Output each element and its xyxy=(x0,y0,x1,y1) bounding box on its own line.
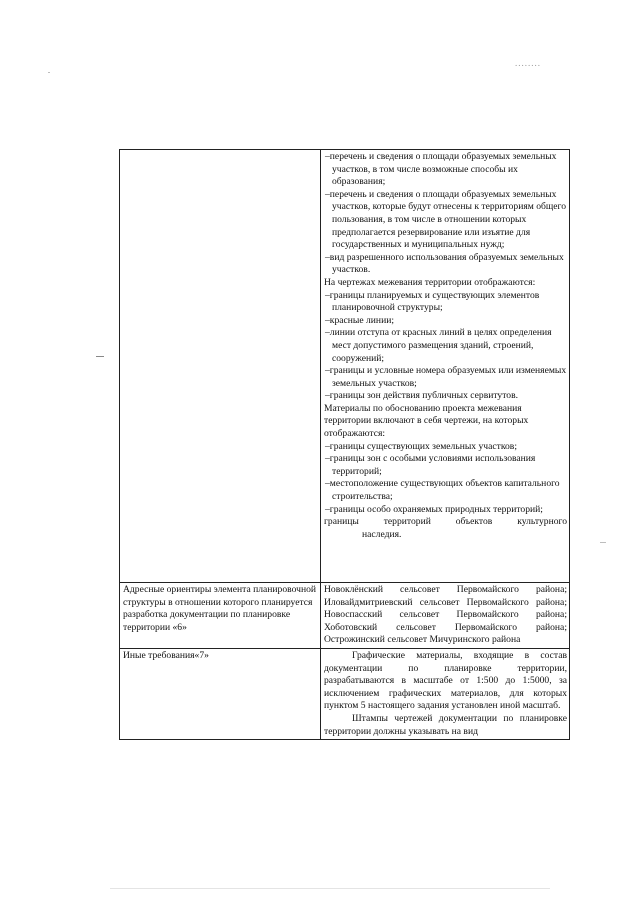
list-item: –перечень и сведения о площади образуемых земельных участков, которые будут отнесены к территориям общего пользования, в том числе в отношении которых предполагается резервирование или изъятие для государственных и муниципальных нужд; xyxy=(325,188,567,251)
address-label: Адресные ориентиры элемента планировочной структуры в отношении которого планируется разработка документации по планировке территории «6» xyxy=(120,583,321,649)
scan-speck xyxy=(48,72,50,73)
other-requirements-value xyxy=(321,648,570,739)
row1-left-cell xyxy=(120,150,321,583)
table-row xyxy=(120,150,570,583)
scan-speck xyxy=(600,542,606,543)
list-item: –границы существующих земельных участков; xyxy=(325,440,517,452)
scan-speck xyxy=(96,356,104,357)
row1-right-cell xyxy=(321,150,570,583)
paragraph: На чертежах межевания территории отображаются: xyxy=(324,276,536,288)
scan-speck xyxy=(110,888,550,889)
paragraph: наследия. xyxy=(362,528,402,540)
list-item: –границы зон действия публичных сервитутов. xyxy=(325,390,519,402)
list-item: –границы и условные номера образуемых или изменяемых земельных участков; xyxy=(325,365,567,389)
list-item: –линии отступа от красных линий в целях определения мест допустимого размещения зданий, строений, сооружений; xyxy=(325,327,552,364)
list-item: –вид разрешенного использования образуемых земельных участков. xyxy=(325,251,564,276)
paragraph: границы территорий объектов культурного xyxy=(324,516,567,528)
paragraph: Материалы по обоснованию проекта межевания территории включают в себя чертежи, на которых отображаются: xyxy=(324,402,529,440)
stamps-paragraph: Штампы чертежей документации по планировке территории должны указывать на вид xyxy=(324,712,567,737)
table-row xyxy=(120,648,570,739)
list-item: –границы зон с особыми условиями использования территорий; xyxy=(325,453,536,477)
list-item: –красные линии; xyxy=(325,314,394,326)
address-value: Новоклёнский сельсовет Первомайского района; Иловайдмитриевский сельсовет Первомайского района; Новоспасский сельсовет Первомайского района; Хоботовский сельсовет Первомайского района; Острожинский сельсовет Мичуринского района xyxy=(321,583,570,649)
header-mark: ........ xyxy=(515,58,541,68)
list-item: –перечень и сведения о площади образуемых земельных участков, в том числе возможные способы их образования; xyxy=(325,151,557,188)
table-row xyxy=(120,583,570,649)
list-item: –границы особо охраняемых природных территорий; xyxy=(325,503,543,515)
list-item: –границы планируемых и существующих элементов планировочной структуры; xyxy=(325,289,540,314)
graphics-paragraph: Графические материалы, входящие в состав документации по планировке территории, разрабатываются в масштабе от 1:500 до 1:5000, за исключением графических материалов, для которых пунктом 5 настоящего задания установлен иной масштаб. xyxy=(324,649,567,712)
requirements-table xyxy=(119,149,570,740)
list-item: –местоположение существующих объектов капитального строительства; xyxy=(325,478,560,503)
other-requirements-label: Иные требования«7» xyxy=(120,648,321,739)
